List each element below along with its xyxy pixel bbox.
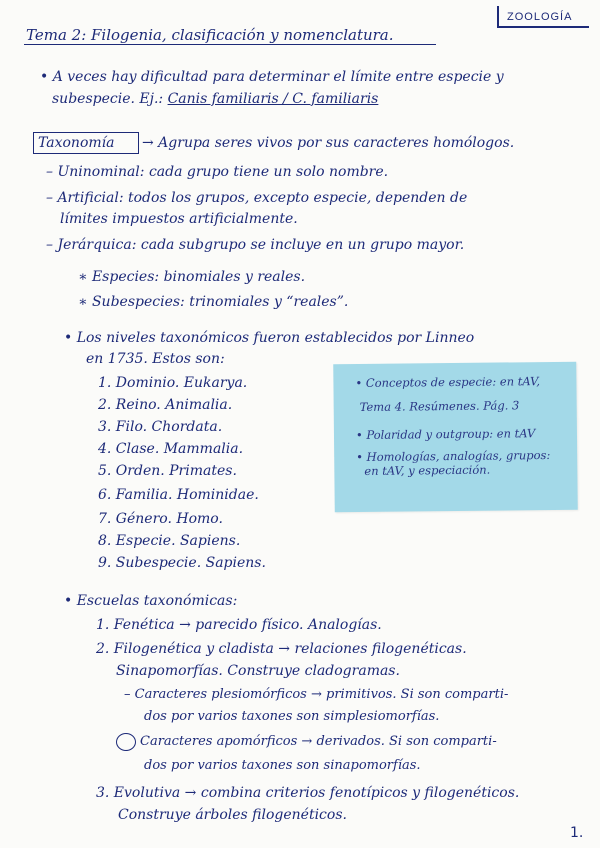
sticky-note-line: • Polaridad y outgroup: en tAV bbox=[355, 426, 536, 443]
sticky-note-line: • Conceptos de especie: en tAV, bbox=[355, 374, 541, 391]
sticky-note-line: Tema 4. Resúmenes. Pág. 3 bbox=[359, 398, 520, 415]
escuelas-heading: • Escuelas taxonómicas: bbox=[64, 593, 238, 609]
escuela-line: dos por varios taxones son simplesiomorfías. bbox=[144, 709, 440, 724]
taxonomia-definition: → Agrupa seres vivos por sus caracteres homólogos. bbox=[142, 135, 515, 151]
nivel-item: 5. Orden. Primates. bbox=[98, 463, 237, 479]
escuela-line: dos por varios taxones son sinapomorfías. bbox=[144, 758, 421, 773]
sticky-note bbox=[333, 362, 578, 513]
intro-line-1: • A veces hay dificultad para determinar el límite entre especie y bbox=[40, 69, 504, 85]
intro-example: Canis familiaris / C. familiaris bbox=[167, 91, 379, 107]
escuela-line: Sinapomorfías. Construye cladogramas. bbox=[116, 663, 400, 679]
nivel-item: 3. Filo. Chordata. bbox=[98, 419, 223, 435]
title-underline bbox=[24, 44, 436, 45]
page-number: 1. bbox=[570, 825, 584, 841]
escuela-line: Construye árboles filogenéticos. bbox=[118, 807, 347, 823]
intro-line-2 bbox=[52, 90, 378, 108]
subitem-subespecies: ∗ Subespecies: trinomiales y “reales”. bbox=[78, 294, 349, 310]
nivel-item: 2. Reino. Animalia. bbox=[98, 397, 233, 413]
escuela-line: 1. Fenética → parecido físico. Analogías. bbox=[96, 617, 382, 633]
taxonomia-item-jerarquica: – Jerárquica: cada subgrupo se incluye en un grupo mayor. bbox=[46, 237, 465, 253]
nivel-item: 9. Subespecie. Sapiens. bbox=[98, 555, 266, 571]
page-title: Tema 2: Filogenia, clasificación y nomenclatura. bbox=[26, 26, 394, 44]
subject-label: ZOOLOGÍA bbox=[497, 6, 589, 28]
subitem-especies: ∗ Especies: binomiales y reales. bbox=[78, 269, 306, 285]
sticky-note-line: • Homologías, analogías, grupos: bbox=[356, 448, 551, 465]
intro-line-2-prefix: subespecie. Ej.: bbox=[52, 91, 168, 107]
taxonomia-item-artificial: – Artificial: todos los grupos, excepto especie, dependen de bbox=[46, 190, 468, 206]
nivel-item: 4. Clase. Mammalia. bbox=[98, 441, 244, 457]
circled-dash-marker bbox=[116, 733, 136, 751]
taxonomia-item-artificial-cont: límites impuestos artificialmente. bbox=[60, 211, 298, 227]
niveles-line-2: en 1735. Estos son: bbox=[86, 351, 225, 367]
taxonomia-term: Taxonomía bbox=[38, 135, 115, 151]
escuela-line: – Caracteres plesiomórficos → primitivos. Si son comparti- bbox=[124, 687, 509, 702]
niveles-line-1: • Los niveles taxonómicos fueron establecidos por Linneo bbox=[64, 330, 475, 346]
nivel-item: 1. Dominio. Eukarya. bbox=[98, 375, 248, 391]
nivel-item: 6. Familia. Hominidae. bbox=[98, 487, 259, 503]
escuela-line: 2. Filogenética y cladista → relaciones filogenéticas. bbox=[96, 641, 467, 657]
escuela-line: 3. Evolutiva → combina criterios fenotípicos y filogenéticos. bbox=[96, 785, 520, 801]
sticky-note-line: en tAV, y especiación. bbox=[364, 462, 491, 478]
nivel-item: 7. Género. Homo. bbox=[98, 511, 223, 527]
taxonomia-item-uninominal: – Uninominal: cada grupo tiene un solo nombre. bbox=[46, 164, 389, 180]
escuela-line: Caracteres apomórficos → derivados. Si son comparti- bbox=[140, 734, 497, 749]
nivel-item: 8. Especie. Sapiens. bbox=[98, 533, 241, 549]
